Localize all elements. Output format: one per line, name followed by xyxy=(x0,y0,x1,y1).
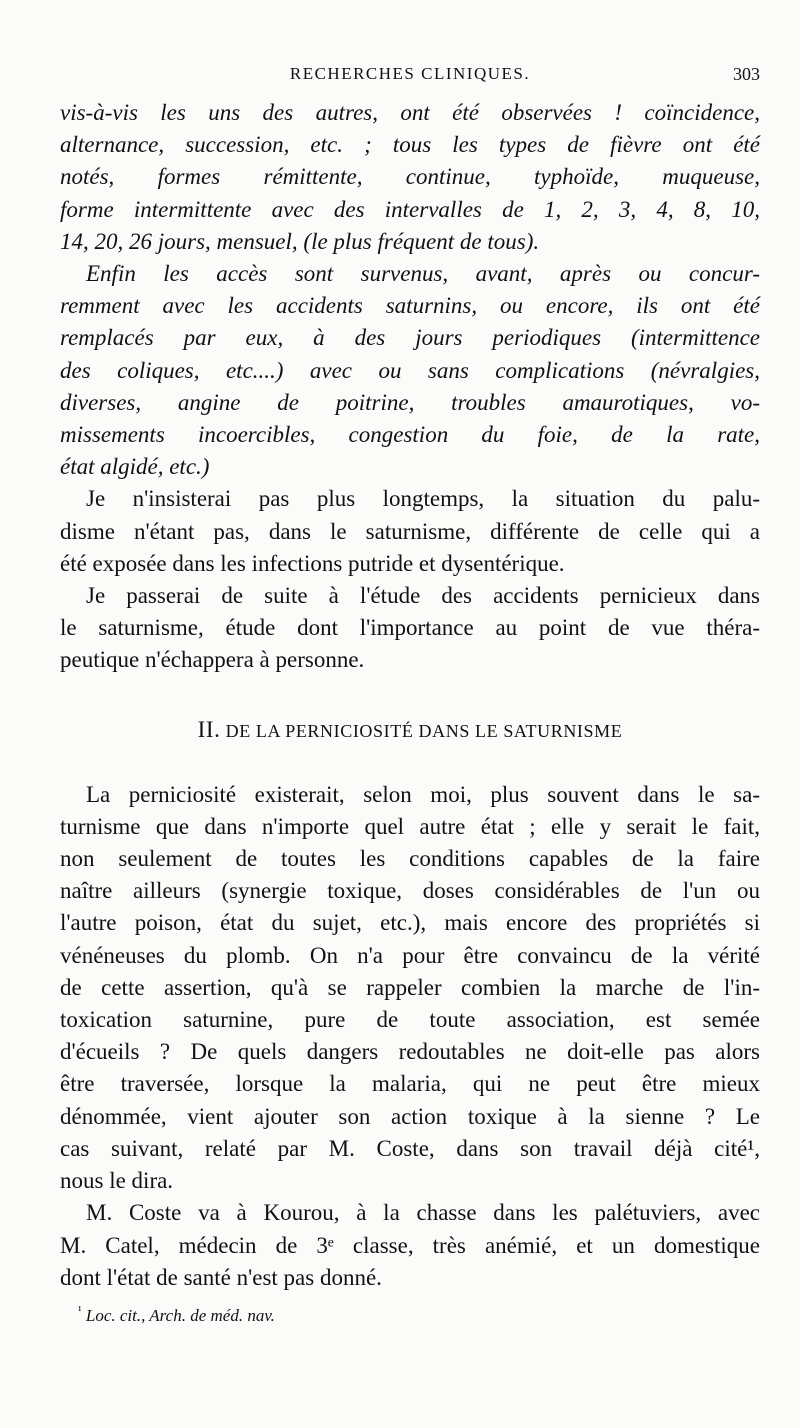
text-line: Enfin les accès sont survenus, avant, après ou concur- xyxy=(86,261,760,287)
text-line: le saturnisme, étude dont l'importance au point de vue théra- xyxy=(60,615,760,641)
text-line: missements incoercibles, congestion du foie, de la rate, xyxy=(60,422,760,448)
section-title: DE LA PERNICIOSITÉ DANS LE SATURNISME xyxy=(225,720,623,741)
text-line: cas suivant, relaté par M. Coste, dans son travail déjà cité¹, xyxy=(60,1135,760,1161)
text-line: d'écueils ? De quels dangers redoutables ne doit-elle pas alors xyxy=(60,1039,760,1065)
text-line: M. Catel, médecin de 3ᵉ classe, très anémié, et un domestique xyxy=(60,1232,760,1258)
text-line: Je n'insisterai pas plus longtemps, la situation du palu- xyxy=(86,486,760,512)
text-line: disme n'étant pas, dans le saturnisme, différente de celle qui a xyxy=(60,518,760,544)
footnote-text: Loc. cit., Arch. de méd. nav. xyxy=(85,1306,275,1325)
text-line: naître ailleurs (synergie toxique, doses considérables de l'un ou xyxy=(60,878,760,904)
text-line: de cette assertion, qu'à se rappeler combien la marche de l'in- xyxy=(60,974,760,1000)
paragraph-4 xyxy=(60,580,760,677)
text-line: l'autre poison, état du sujet, etc.), mais encore des propriétés si xyxy=(60,910,760,936)
text-line: forme intermittente avec des intervalles de 1, 2, 3, 4, 8, 10, xyxy=(60,196,760,222)
section-heading xyxy=(60,715,760,745)
text-line: 14, 20, 26 jours, mensuel, (le plus fréquent de tous). xyxy=(60,228,540,254)
text-line: non seulement de toutes les conditions capables de la faire xyxy=(60,846,760,872)
text-line: état algidé, etc.) xyxy=(60,454,210,480)
paragraph-1 xyxy=(60,97,760,258)
text-line: vis-à-vis les uns des autres, ont été observées ! coïncidence, xyxy=(60,100,760,125)
text-line: remment avec les accidents saturnins, ou encore, ils ont été xyxy=(60,293,760,319)
text-line: nous le dira. xyxy=(60,1168,174,1194)
text-line: des coliques, etc....) avec ou sans complications (névralgies, xyxy=(60,357,760,383)
paragraph-3 xyxy=(60,483,760,580)
text-line: remplacés par eux, à des jours periodiques (intermittence xyxy=(60,325,760,351)
running-title: RECHERCHES CLINIQUES. xyxy=(289,64,531,83)
text-line: dont l'état de santé n'est pas donné. xyxy=(60,1264,382,1290)
paragraph-2 xyxy=(60,258,760,483)
text-line: notés, formes rémittente, continue, typhoïde, muqueuse, xyxy=(60,164,760,190)
footnote-marker: ¹ xyxy=(78,1303,82,1318)
text-line: La perniciosité existerait, selon moi, plus souvent dans le sa- xyxy=(86,781,760,807)
section-paragraph-2 xyxy=(60,1197,760,1294)
text-line: dénommée, vient ajouter son action toxique à la sienne ? Le xyxy=(60,1103,760,1129)
section-paragraph-1 xyxy=(60,779,760,1198)
text-line: M. Coste va à Kourou, à la chasse dans les palétuviers, avec xyxy=(86,1200,760,1226)
text-line: être traversée, lorsque la malaria, qui ne peut être mieux xyxy=(60,1071,760,1097)
text-line: été exposée dans les infections putride et dysentérique. xyxy=(60,550,565,576)
text-line: diverses, angine de poitrine, troubles amaurotiques, vo- xyxy=(60,389,760,415)
section-number: II. xyxy=(197,716,221,742)
running-head xyxy=(60,60,760,90)
text-line: vénéneuses du plomb. On n'a pour être convaincu de la vérité xyxy=(60,942,760,968)
footnote xyxy=(78,1303,275,1326)
text-line: alternance, succession, etc. ; tous les types de fièvre ont été xyxy=(60,132,760,158)
text-line: Je passerai de suite à l'étude des accidents pernicieux dans xyxy=(86,583,760,609)
text-line: peutique n'échappera à personne. xyxy=(60,647,365,673)
page-number: 303 xyxy=(733,64,760,84)
text-line: turnisme que dans n'importe quel autre état ; elle y serait le fait, xyxy=(60,813,760,839)
body-text xyxy=(60,97,760,1294)
text-line: toxication saturnine, pure de toute association, est semée xyxy=(60,1007,760,1033)
